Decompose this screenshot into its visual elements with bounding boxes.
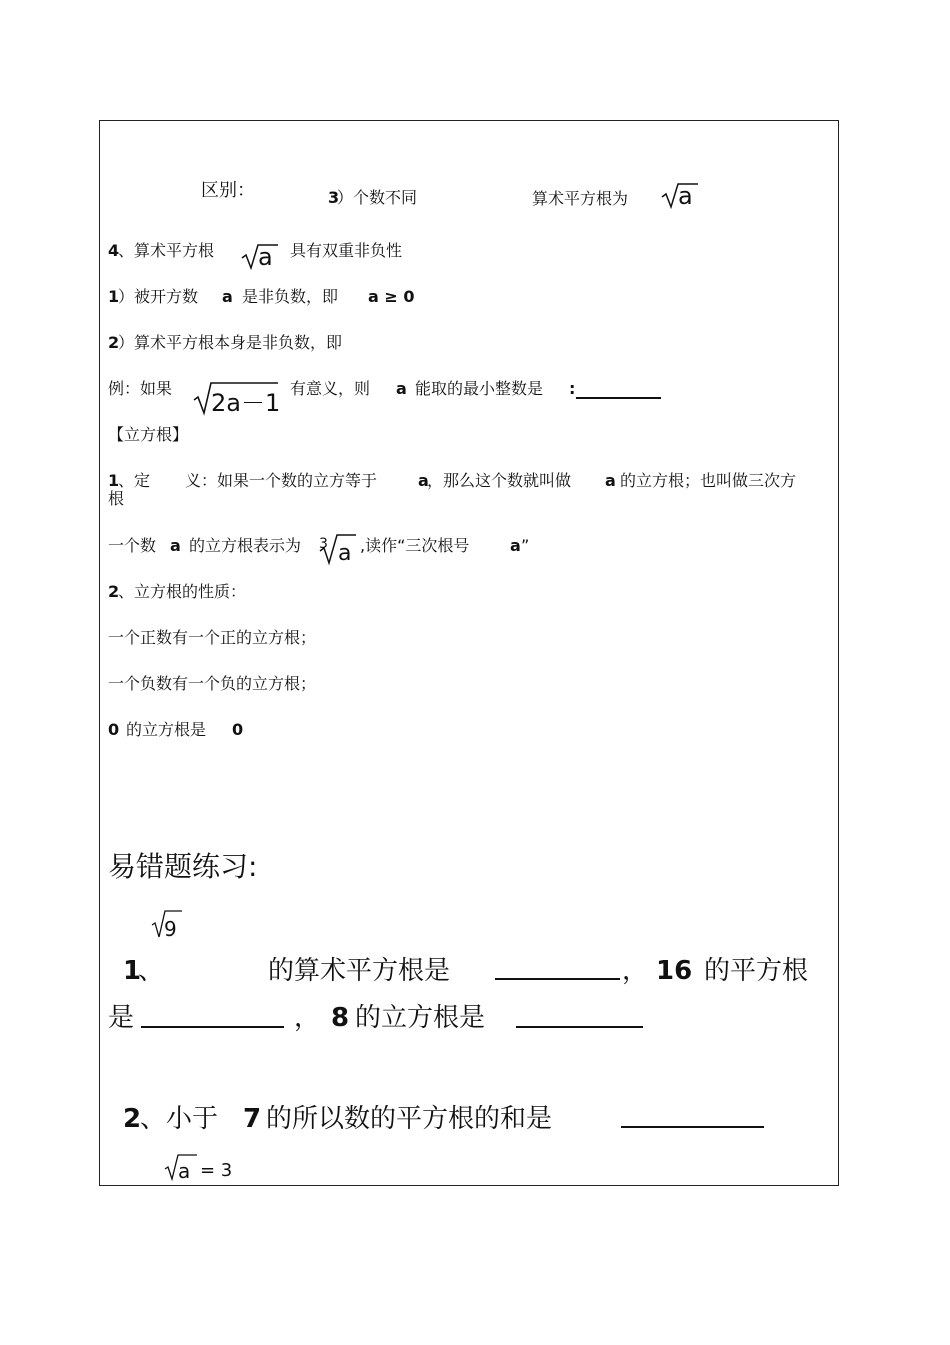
q1-blank-1[interactable] [495, 978, 620, 980]
q1-num: 1 [123, 956, 142, 986]
q1-text-a: 的算术平方根是 [268, 956, 451, 986]
cube-def-num: 1 [108, 471, 120, 490]
cube-notation-text-c: ,读作“三次根号 [360, 536, 470, 555]
diff-label: 区别： [201, 180, 255, 201]
q2-blank[interactable] [621, 1126, 764, 1128]
item2-text: ）算术平方根本身是非负数，即 [118, 333, 343, 352]
item1-var: a [222, 287, 233, 306]
example-text-c: 能取的最小整数是 [415, 379, 544, 398]
q1-text-c: 的立方根是 [355, 1003, 486, 1033]
item1-text: ）被开方数 [118, 287, 199, 306]
cube-notation-var: a [170, 536, 181, 555]
q1-blank-3[interactable] [516, 1026, 643, 1028]
item1-num: 1 [108, 287, 120, 306]
cube-def-line2: 根 [108, 489, 125, 508]
q1-num8: 8 [331, 1003, 350, 1033]
cube-def-text-b: 义：如果一个数的立方等于 [185, 471, 378, 490]
cube-props-num: 2 [108, 582, 120, 601]
cube-def-text-a: 、定 [118, 471, 151, 490]
example-var: a [396, 379, 407, 398]
sqrt-2a-1-radicand: 2a－1 [211, 389, 281, 417]
cube-notation-var2: a [510, 536, 521, 555]
cube-notation-text-b: 的立方根表示为 [189, 536, 302, 555]
q1-num16: 16 [656, 956, 693, 986]
q2-text-b: 的所以数的平方根的和是 [266, 1104, 553, 1134]
item2-num: 2 [108, 333, 120, 352]
q1-comma2: ， [294, 1003, 321, 1033]
example-answer-blank[interactable] [576, 397, 661, 399]
q1-line2-a: 是 [108, 1003, 135, 1033]
cube-prop-zero-val: 0 [232, 720, 244, 739]
cube-prop-negative: 一个负数有一个负的立方根； [108, 674, 317, 693]
point4-text-a: 、算术平方根 [118, 241, 215, 260]
q2-text-a: 、小于 [140, 1104, 219, 1134]
cube-heading: 【立方根】 [108, 425, 189, 444]
q1-comma: ， [622, 956, 649, 986]
sqrt-a-radicand-2: a [258, 243, 273, 271]
cube-prop-zero-text: 的立方根是 [126, 720, 207, 739]
cube-def-text-d: 的立方根；也叫做三次方 [620, 471, 797, 490]
cube-notation-text-d: ” [521, 536, 530, 555]
example-text-a: 例：如果 [108, 379, 173, 398]
item1-inequality: a ≥ 0 [368, 287, 415, 306]
example-text-b: 有意义，则 [290, 379, 371, 398]
practice-title: 易错题练习: [108, 850, 258, 883]
arith-root-label: 算术平方根为 [532, 189, 629, 208]
cube-root-index: 3 [319, 536, 328, 552]
diff-item-text: ）个数不同 [337, 188, 418, 207]
point4-num: 4 [108, 241, 120, 260]
cube-props-heading: 、立方根的性质： [118, 582, 247, 601]
cube-prop-positive: 一个正数有一个正的立方根； [108, 628, 317, 647]
cube-root-radicand: a [338, 541, 352, 566]
cube-def-var2: a [605, 471, 616, 490]
cube-def-text-c: ，那么这个数就叫做 [427, 471, 572, 490]
q1-blank-2[interactable] [141, 1026, 284, 1028]
q3-equation: = 3 [200, 1160, 233, 1181]
diff-item-num: 3 [328, 188, 340, 207]
q2-num7: 7 [243, 1104, 262, 1134]
q1-text-b: 的平方根 [704, 956, 809, 986]
point4-text-b: 具有双重非负性 [290, 241, 403, 260]
cube-notation-text-a: 一个数 [108, 536, 157, 555]
sqrt-a-radicand: a [678, 182, 693, 210]
sqrt-a-radicand-3: a [178, 1159, 191, 1183]
cube-def-var1: a [418, 471, 429, 490]
sqrt-9-radicand: 9 [164, 917, 177, 941]
q2-num: 2 [123, 1104, 142, 1134]
item1-text2: 是非负数，即 [242, 287, 339, 306]
q1-sep: 、 [138, 956, 165, 986]
cube-prop-zero-num: 0 [108, 720, 120, 739]
example-colon: : [569, 379, 576, 398]
